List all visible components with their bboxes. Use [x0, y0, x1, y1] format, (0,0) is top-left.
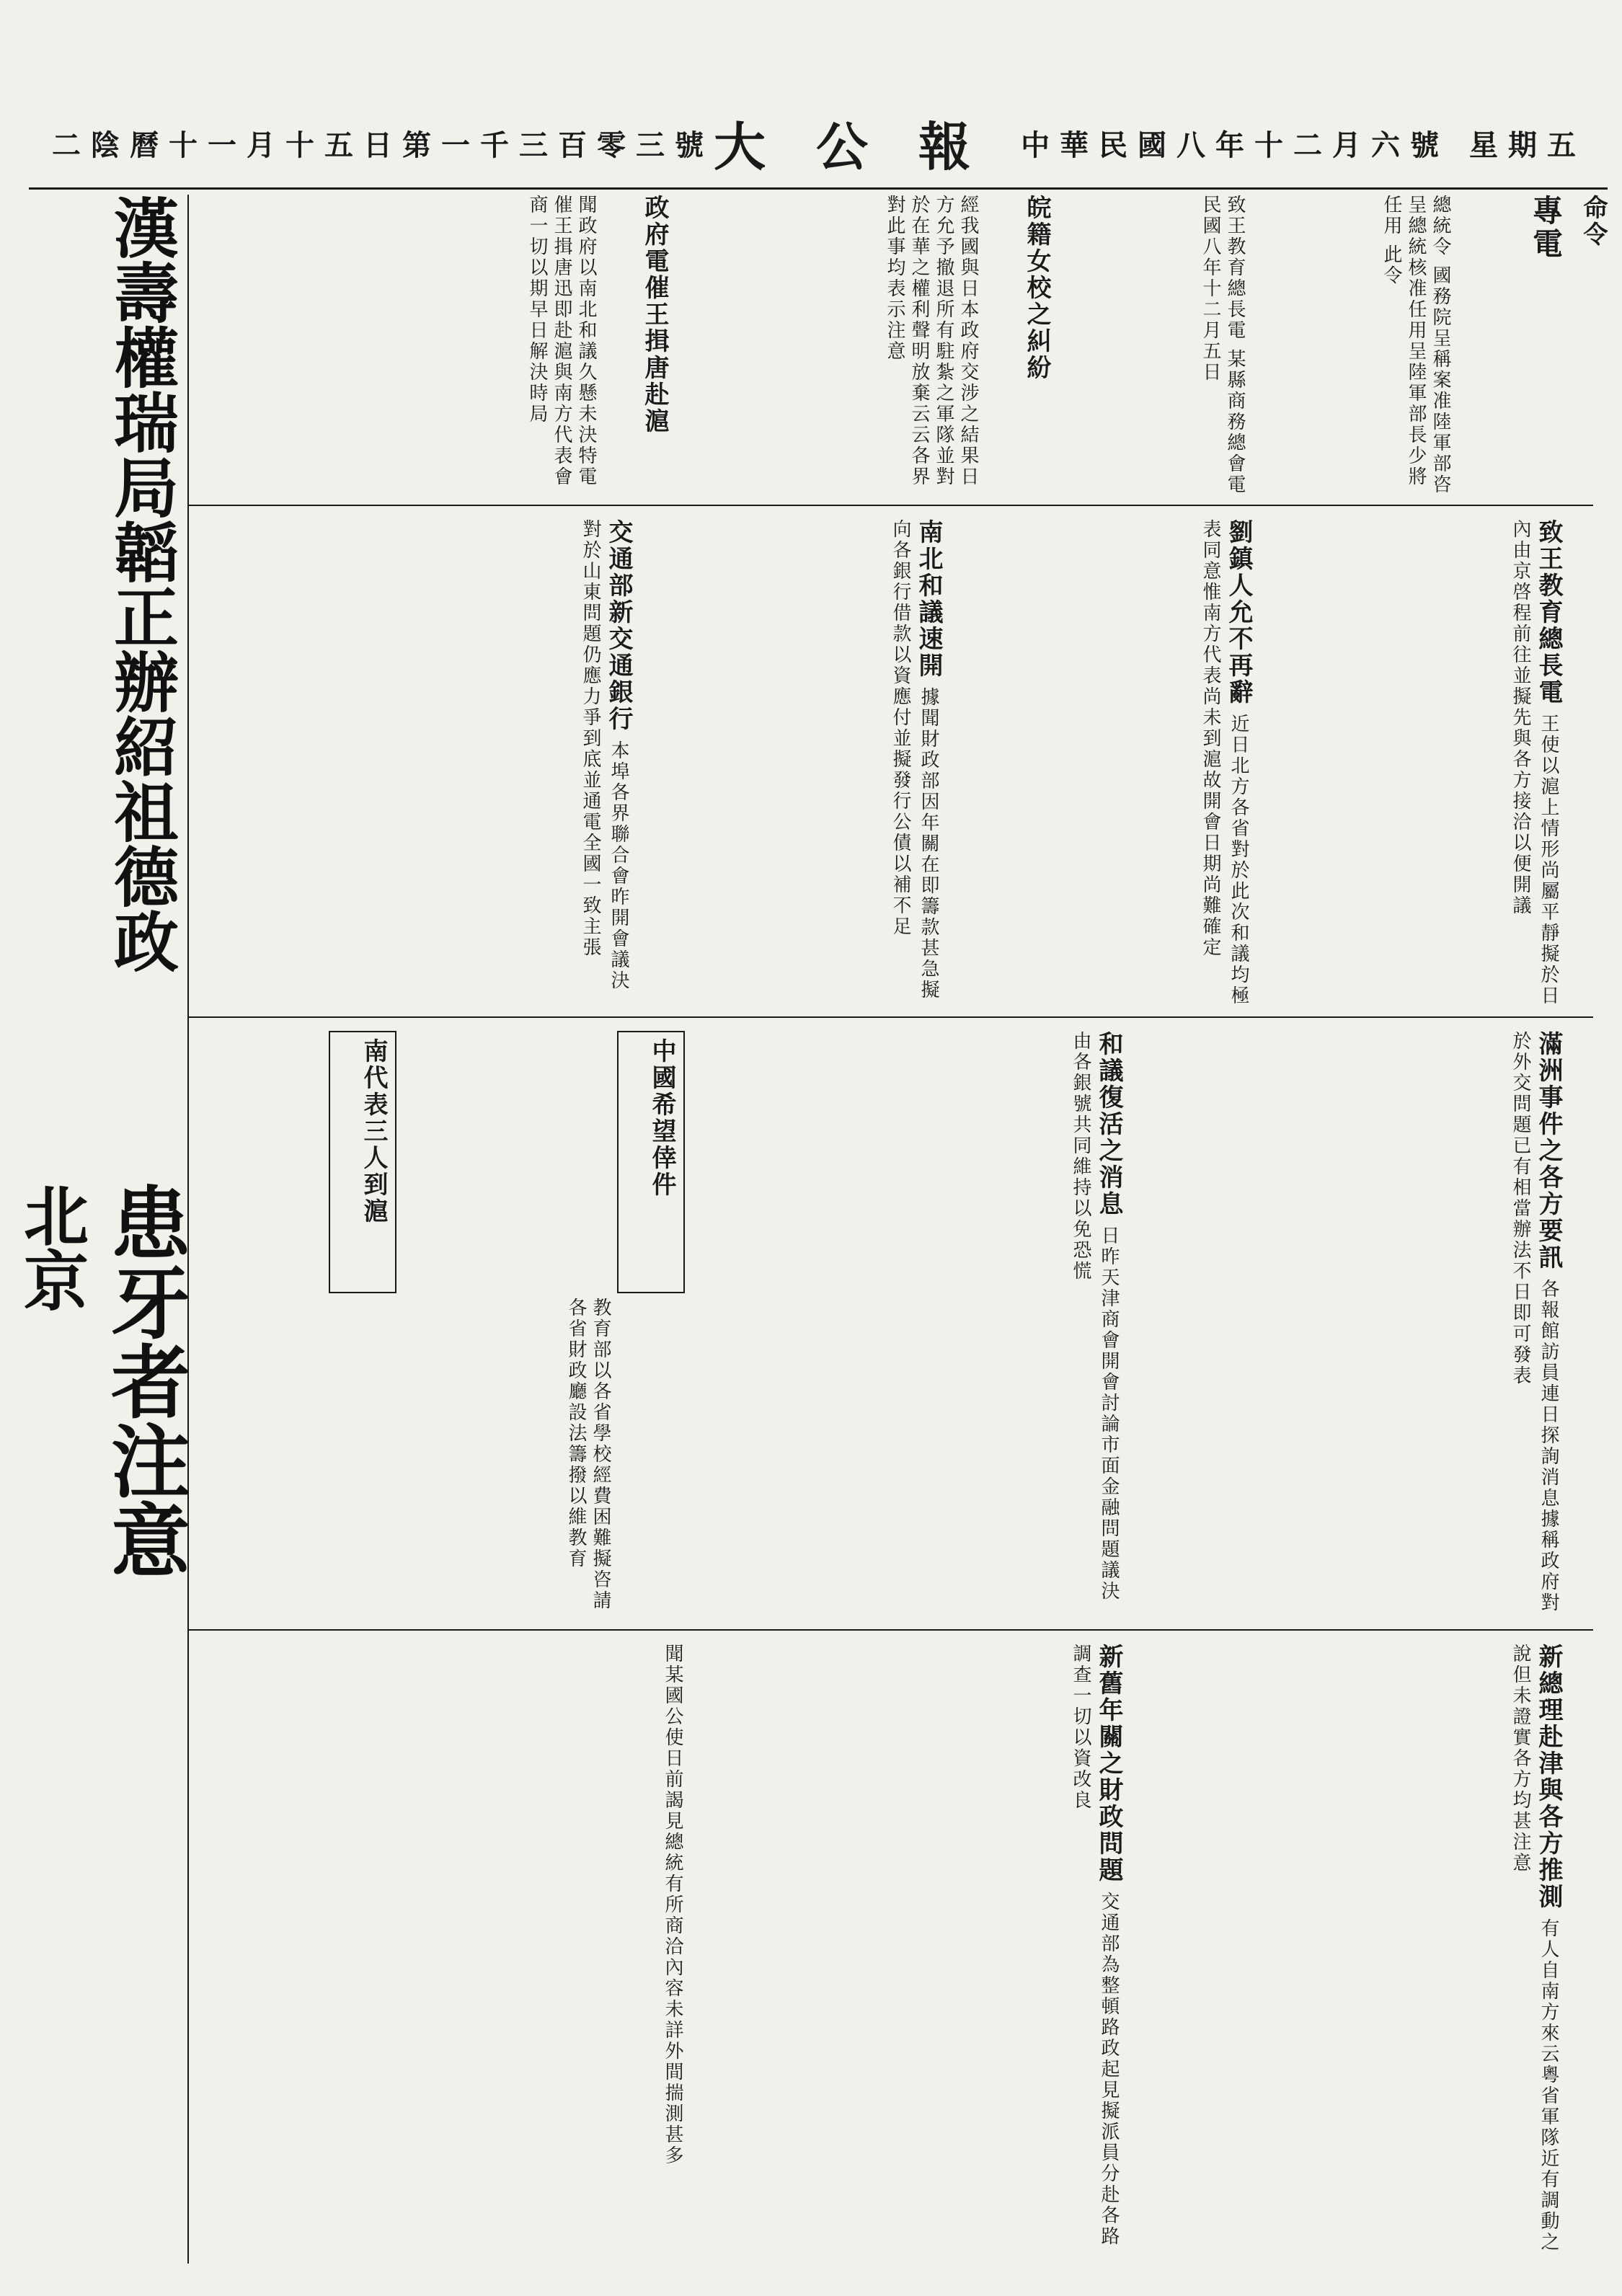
body-l: 聞某國公使日前謁見總統有所商洽內容未詳外間揣測甚多: [662, 1644, 683, 2166]
decree-title: 命令: [1579, 195, 1608, 248]
page-number: 二: [52, 128, 92, 162]
south-title: 南代表三人到滬: [359, 1038, 388, 1225]
headline-5: 交通部新交通銀行: [604, 519, 633, 732]
telegram-text: 致王教育總長電 某縣商務總會電 民國八年十二月五日: [1200, 195, 1246, 496]
body-k: 交通部為整頓路政起見擬派員分赴各路調查一切以資改良: [1070, 1644, 1120, 2248]
body-column-d: [952, 519, 1254, 1009]
telegram-title: 專電: [1528, 195, 1564, 261]
masthead-title: 大公報: [714, 116, 1021, 177]
headline-4: 致王教育總長電: [1534, 519, 1563, 706]
big-ad-1-text: 漢壽權瑞局韜正辦紹祖德政: [102, 195, 179, 973]
divider-top: [187, 505, 1593, 506]
divider-middle: [187, 1016, 1593, 1018]
body-column-j: [1132, 1644, 1564, 2264]
body-j: 有人自南方來云粵省軍隊近有調動之說但未證實各方均甚注意: [1510, 1644, 1559, 2253]
body-column-h: [692, 1031, 1125, 1622]
masthead-line: [52, 107, 1586, 179]
headline-1: 皖籍女校之糾紛: [1022, 195, 1051, 381]
small-ad: [14, 1182, 87, 1471]
big-ad-2-text: 患牙者注意: [98, 1182, 191, 1579]
body-column-c: [1262, 519, 1564, 1009]
right-margin-column: [1566, 195, 1609, 1060]
body-h: 日昨天津商會開會討論市面金融問題議決由各銀號共同維持以免恐慌: [1070, 1031, 1120, 1603]
masthead: [29, 101, 1608, 190]
body-i: 教育部以各省學校經費困難擬咨請各省財政廳設法籌撥以維教育: [565, 1298, 611, 1611]
body-a: 經我國與日本政府交涉之結果日方允予撤退所有駐紮之軍隊並對於在華之權利聲明放棄云云各界對此事均表示注意: [884, 195, 979, 487]
body-column-a: [678, 195, 980, 497]
telegram-text-column: [1060, 195, 1247, 497]
body-g: 各報館訪員連日探詢消息據稱政府對於外交問題已有相當辦法不日即可發表: [1510, 1031, 1559, 1614]
headline-column-2: [606, 195, 670, 497]
masthead-side-note: 陰曆十一月十五日: [91, 128, 403, 162]
body-c: 王使以滬上情形尚屬平靜擬於日內由京啓程前往並擬先與各方接洽以便開議: [1510, 519, 1559, 1007]
body-column-l: [195, 1644, 685, 2264]
body-column-f: [202, 519, 634, 1009]
body-d: 近日北方各省對於此次和議均極表同意惟南方代表尚未到滬故開會日期尚難確定: [1200, 519, 1249, 1007]
decree-text: 總統令 國務院呈稱案准陸軍部咨呈總統核准任用呈陸軍部長少將任用 此令: [1381, 195, 1451, 496]
body-column-k: [692, 1644, 1125, 2264]
peace-title: 和議復活之消息: [1094, 1031, 1123, 1218]
body-e: 據聞財政部因年關在即籌款甚急擬向各銀行借款以資應付並擬發行公債以補不足: [890, 519, 939, 1001]
tianjin-title: 新總理赴津與各方推測: [1534, 1644, 1563, 1910]
body-b: 聞政府以南北和議久懸未決特電催王揖唐迅即赴滬與南方代表會商一切以期早日解決時局: [526, 195, 597, 487]
abroad-title: 中國希望倖件: [647, 1038, 676, 1198]
decree-text-column: [1251, 195, 1453, 497]
headline-column-1: [988, 195, 1052, 497]
masthead-date: 中華民國八年十二月六號 星期五: [1021, 128, 1586, 162]
body-column-b: [418, 195, 598, 497]
body-f: 本埠各界聯合會昨開會議決對於山東問題仍應力爭到底並通電全國一致主張: [580, 519, 629, 992]
japan-title: 滿洲事件之各方要訊: [1534, 1031, 1563, 1271]
masthead-issue: 第一千三百零三號: [402, 128, 714, 162]
headline-3: 南北和議速開: [914, 519, 943, 679]
telegram-heading-column: [1456, 195, 1564, 497]
body-column-g: [1132, 1031, 1564, 1622]
abroad-section-title: [627, 1038, 678, 1283]
big-ad-1: [50, 195, 180, 1060]
south-section-title: [339, 1038, 389, 1283]
headline-2: 政府電催王揖唐赴滬: [640, 195, 669, 435]
divider-lower: [187, 1629, 1593, 1631]
headline-6: 劉鎮人允不再辭: [1224, 519, 1253, 706]
body-column-i: [195, 1298, 613, 1622]
big-ad-2: [98, 1182, 191, 1831]
small-ad-text: 北京: [12, 1182, 89, 1312]
finance-title: 新舊年關之財政問題: [1094, 1644, 1123, 1884]
body-column-e: [642, 519, 944, 1009]
